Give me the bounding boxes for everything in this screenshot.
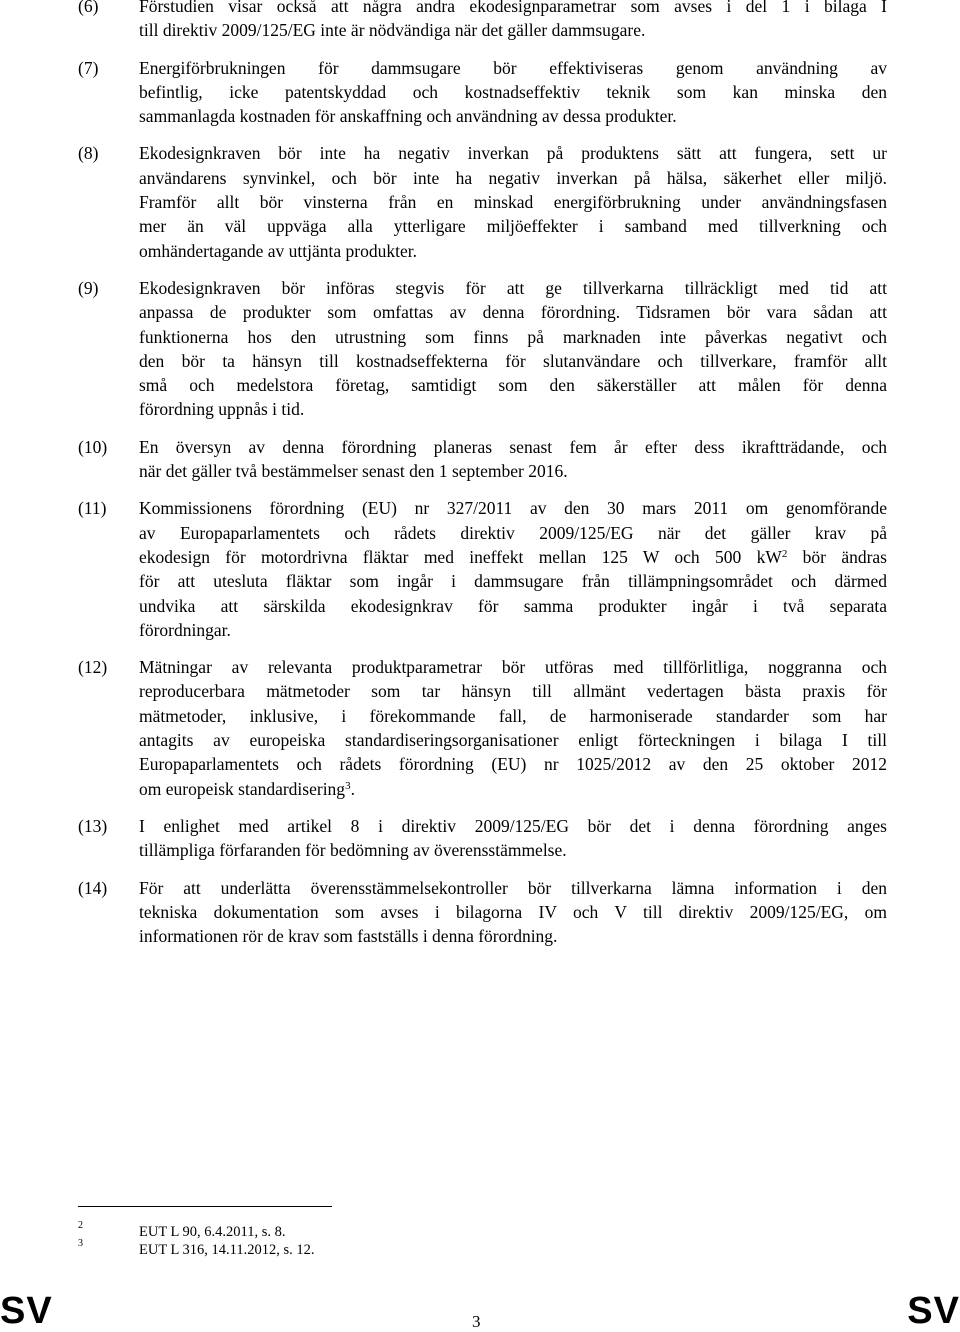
recital-line: användarens synvinkel, och bör inte ha negativ inverkan på hälsa, säkerhet eller miljö.	[139, 167, 887, 188]
recital-number: (9)	[78, 277, 99, 298]
footnote-text: EUT L 316, 14.11.2012, s. 12.	[139, 1242, 315, 1258]
recital-line: Ekodesignkraven bör inte ha negativ inverkan på produktens sätt att fungera, sett ur	[139, 143, 887, 164]
recital-number: (8)	[78, 143, 99, 164]
footnote-ref[interactable]: 2	[781, 547, 788, 560]
recital-line: Framför allt bör vinsterna från en minskad energiförbrukning under användningsfasen	[139, 192, 887, 213]
recital-text	[139, 56, 887, 129]
recital-text	[139, 496, 887, 642]
recital-text	[139, 141, 887, 262]
recital-line: förordningar.	[139, 619, 231, 640]
recital-line: Kommissionens förordning (EU) nr 327/2011 av den 30 mars 2011 om genomförande	[139, 498, 887, 519]
recital-number: (13)	[78, 815, 108, 836]
footnote-marker: 3	[78, 1238, 83, 1249]
recital-12	[0, 655, 960, 801]
page-number: 3	[472, 1312, 481, 1331]
recital-14	[0, 876, 960, 949]
recital-line: av Europaparlamentets och rådets direktiv 2009/125/EG när det gäller krav på	[139, 522, 887, 543]
recital-text	[139, 0, 887, 43]
recital-line: En översyn av denna förordning planeras senast fem år efter dess ikraftträdande, och	[139, 436, 887, 457]
recital-number: (6)	[78, 0, 99, 16]
recital-line-text: ekodesign för motordrivna fläktar med ineffekt mellan 125 W och 500 kW	[139, 546, 782, 567]
recital-line: befintlig, icke patentskyddad och kostnadseffektiv teknik som kan minska den	[139, 81, 887, 102]
footnote-separator	[78, 1206, 332, 1207]
recital-line: undvika att särskilda ekodesignkrav för samma produkter ingår i två separata	[139, 595, 887, 616]
recital-number: (11)	[78, 498, 107, 519]
recital-text	[139, 276, 887, 422]
recital-line: reproducerbara mätmetoder som tar hänsyn till allmänt vedertagen bästa praxis för	[139, 681, 887, 702]
recital-line: Förstudien visar också att några andra ekodesignparametrar som avses i del 1 i bilaga I	[139, 0, 887, 16]
recital-line: Energiförbrukningen för dammsugare bör effektiviseras genom användning av	[139, 57, 887, 78]
recital-number: (12)	[78, 657, 108, 678]
recital-11	[0, 496, 960, 642]
recital-line: mätmetoder, inklusive, i förekommande fall, de harmoniserade standarder som har	[139, 705, 887, 726]
footnote-text: EUT L 90, 6.4.2011, s. 8.	[139, 1224, 286, 1240]
recital-text	[139, 876, 887, 949]
recital-8	[0, 141, 960, 262]
recital-number: (7)	[78, 57, 99, 78]
recital-line: Europaparlamentets och rådets förordning (EU) nr 1025/2012 av den 25 oktober 2012	[139, 754, 887, 775]
recital-line-text: om europeisk standardisering	[139, 778, 346, 799]
recital-text	[139, 814, 887, 863]
recital-line: antagits av europeiska standardiseringsorganisationer enligt förteckningen i bilaga I till	[139, 730, 887, 751]
recital-line: mer än väl uppväga alla ytterligare miljöeffekter i samband med tillverkning och	[139, 216, 887, 237]
recital-line: I enlighet med artikel 8 i direktiv 2009/125/EG bör det i denna förordning anges	[139, 815, 887, 836]
recital-number: (14)	[78, 877, 108, 898]
recital-line: tillämpliga förfaranden för bedömning av överensstämmelse.	[139, 840, 567, 861]
language-code-right: SV	[907, 1290, 960, 1332]
recital-10	[0, 435, 960, 484]
language-code-left: SV	[0, 1290, 53, 1332]
recital-line: för att utesluta fläktar som ingår i dammsugare från tillämpningsområdet och därmed	[139, 571, 887, 592]
recital-line: funktionerna hos den utrustning som finns på marknaden inte påverkas negativt och	[139, 326, 887, 347]
recital-text	[139, 435, 887, 484]
recital-line-text: .	[350, 778, 355, 799]
recital-line: den bör ta hänsyn till kostnadseffekterna för slutanvändare och tillverkare, framför allt	[139, 350, 887, 371]
recital-line	[139, 777, 887, 801]
recital-line: informationen rör de krav som fastställs i denna förordning.	[139, 926, 558, 947]
recital-line: Ekodesignkraven bör införas stegvis för att ge tillverkarna tillräckligt med tid att	[139, 277, 887, 298]
recital-number: (10)	[78, 436, 108, 457]
recital-line: förordning uppnås i tid.	[139, 399, 305, 420]
recital-line: tekniska dokumentation som avses i bilagorna IV och V till direktiv 2009/125/EG, om	[139, 901, 887, 922]
recital-line	[139, 545, 887, 569]
recital-line: För att underlätta överensstämmelsekontroller bör tillverkarna lämna information i den	[139, 877, 887, 898]
footnote-ref[interactable]: 3	[345, 779, 351, 792]
recital-7	[0, 56, 960, 129]
recital-line: små och medelstora företag, samtidigt som den säkerställer att målen för denna	[139, 375, 887, 396]
recital-13	[0, 814, 960, 863]
recital-text	[139, 655, 887, 801]
recital-line: Mätningar av relevanta produktparametrar bör utföras med tillförlitliga, noggranna och	[139, 657, 887, 678]
recital-line: till direktiv 2009/125/EG inte är nödvändiga när det gäller dammsugare.	[139, 20, 646, 41]
recital-line: sammanlagda kostnaden för anskaffning och användning av dessa produkter.	[139, 106, 677, 127]
recital-line: anpassa de produkter som omfattas av denna förordning. Tidsramen bör vara sådan att	[139, 302, 887, 323]
recital-line-text: bör ändras	[787, 546, 887, 567]
footnote-marker: 2	[78, 1220, 83, 1231]
recital-6	[0, 0, 960, 43]
recital-9	[0, 276, 960, 422]
recital-line: omhändertagande av uttjänta produkter.	[139, 240, 417, 261]
recital-line: när det gäller två bestämmelser senast den 1 september 2016.	[139, 461, 568, 482]
